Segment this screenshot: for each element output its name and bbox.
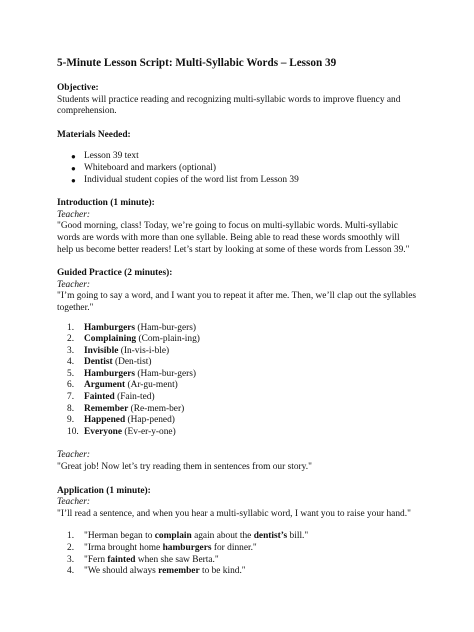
list-item: 2. "Irma brought home hamburgers for dinner." bbox=[67, 543, 257, 553]
guided-text: "I’m going to say a word, and I want you to repeat it after me. Then, we’ll clap out the syllables together." bbox=[57, 291, 417, 313]
objective-section bbox=[57, 83, 418, 118]
list-item: ● Individual student copies of the word list from Lesson 39 bbox=[71, 174, 299, 185]
objective-text: Students will practice reading and recognizing multi-syllabic words to improve fluency and comprehension. bbox=[57, 94, 401, 117]
materials-list bbox=[57, 151, 418, 186]
introduction-text: "Good morning, class! Today, we’re going to focus on multi-syllabic words. Multi-syllabic words are words with more than one syllable. Being able to read these words smoothly will help us become better readers! Let’s start by looking at some of these words from Lesson 39." bbox=[57, 221, 410, 255]
list-item: ● Whiteboard and markers (optional) bbox=[71, 162, 216, 173]
list-item: 3. "Fern fainted when she saw Berta." bbox=[67, 554, 219, 565]
introduction-heading: Introduction (1 minute): bbox=[57, 198, 155, 209]
list-item: 4. "We should always remember to be kind." bbox=[67, 566, 246, 577]
speaker-label: Teacher: bbox=[57, 209, 90, 220]
speaker-label: Teacher: bbox=[57, 450, 90, 461]
document-title: 5-Minute Lesson Script: Multi-Syllabic Words – Lesson 39 bbox=[57, 57, 337, 69]
list-item: 1. Hamburgers (Ham-bur-gers) bbox=[67, 322, 197, 333]
list-item: 4. Dentist (Den-tist) bbox=[67, 357, 152, 368]
list-item: 9. Happened (Hap-pened) bbox=[67, 415, 175, 426]
list-item: 1. "Herman began to complain again about the dentist’s bill." bbox=[67, 531, 309, 542]
guided-followup-text: "Great job! Now let’s try reading them in sentences from our story." bbox=[57, 462, 312, 473]
list-item: 7. Fainted (Fain-ted) bbox=[67, 392, 155, 403]
list-item: 3. Invisible (In-vis-i-ble) bbox=[67, 345, 170, 356]
bullet-icon: ● bbox=[71, 175, 76, 185]
speaker-label: Teacher: bbox=[57, 279, 90, 290]
list-item: ● Lesson 39 text bbox=[71, 151, 139, 162]
introduction-section bbox=[57, 198, 418, 256]
list-item: 2. Complaining (Com-plain-ing) bbox=[67, 334, 200, 345]
materials-heading: Materials Needed: bbox=[57, 129, 131, 140]
bullet-icon: ● bbox=[71, 163, 76, 173]
objective-heading: Objective: bbox=[57, 83, 99, 93]
word-list bbox=[57, 323, 418, 439]
list-item: 6. Argument (Ar-gu-ment) bbox=[67, 380, 178, 391]
guided-heading: Guided Practice (2 minutes): bbox=[57, 268, 173, 279]
application-heading: Application (1 minute): bbox=[57, 485, 151, 496]
sentence-list bbox=[57, 531, 418, 577]
materials-section bbox=[57, 130, 418, 186]
application-text: "I’ll read a sentence, and when you hear a multi-syllabic word, I want you to raise your hand." bbox=[57, 508, 411, 519]
bullet-icon: ● bbox=[71, 152, 76, 162]
speaker-label: Teacher: bbox=[57, 497, 90, 508]
guided-practice-section bbox=[57, 268, 418, 474]
list-item: 10. Everyone (Ev-er-y-one) bbox=[67, 426, 176, 437]
list-item: 8. Remember (Re-mem-ber) bbox=[67, 403, 185, 414]
list-item: 5. Hamburgers (Ham-bur-gers) bbox=[67, 368, 197, 379]
application-section bbox=[57, 486, 418, 578]
